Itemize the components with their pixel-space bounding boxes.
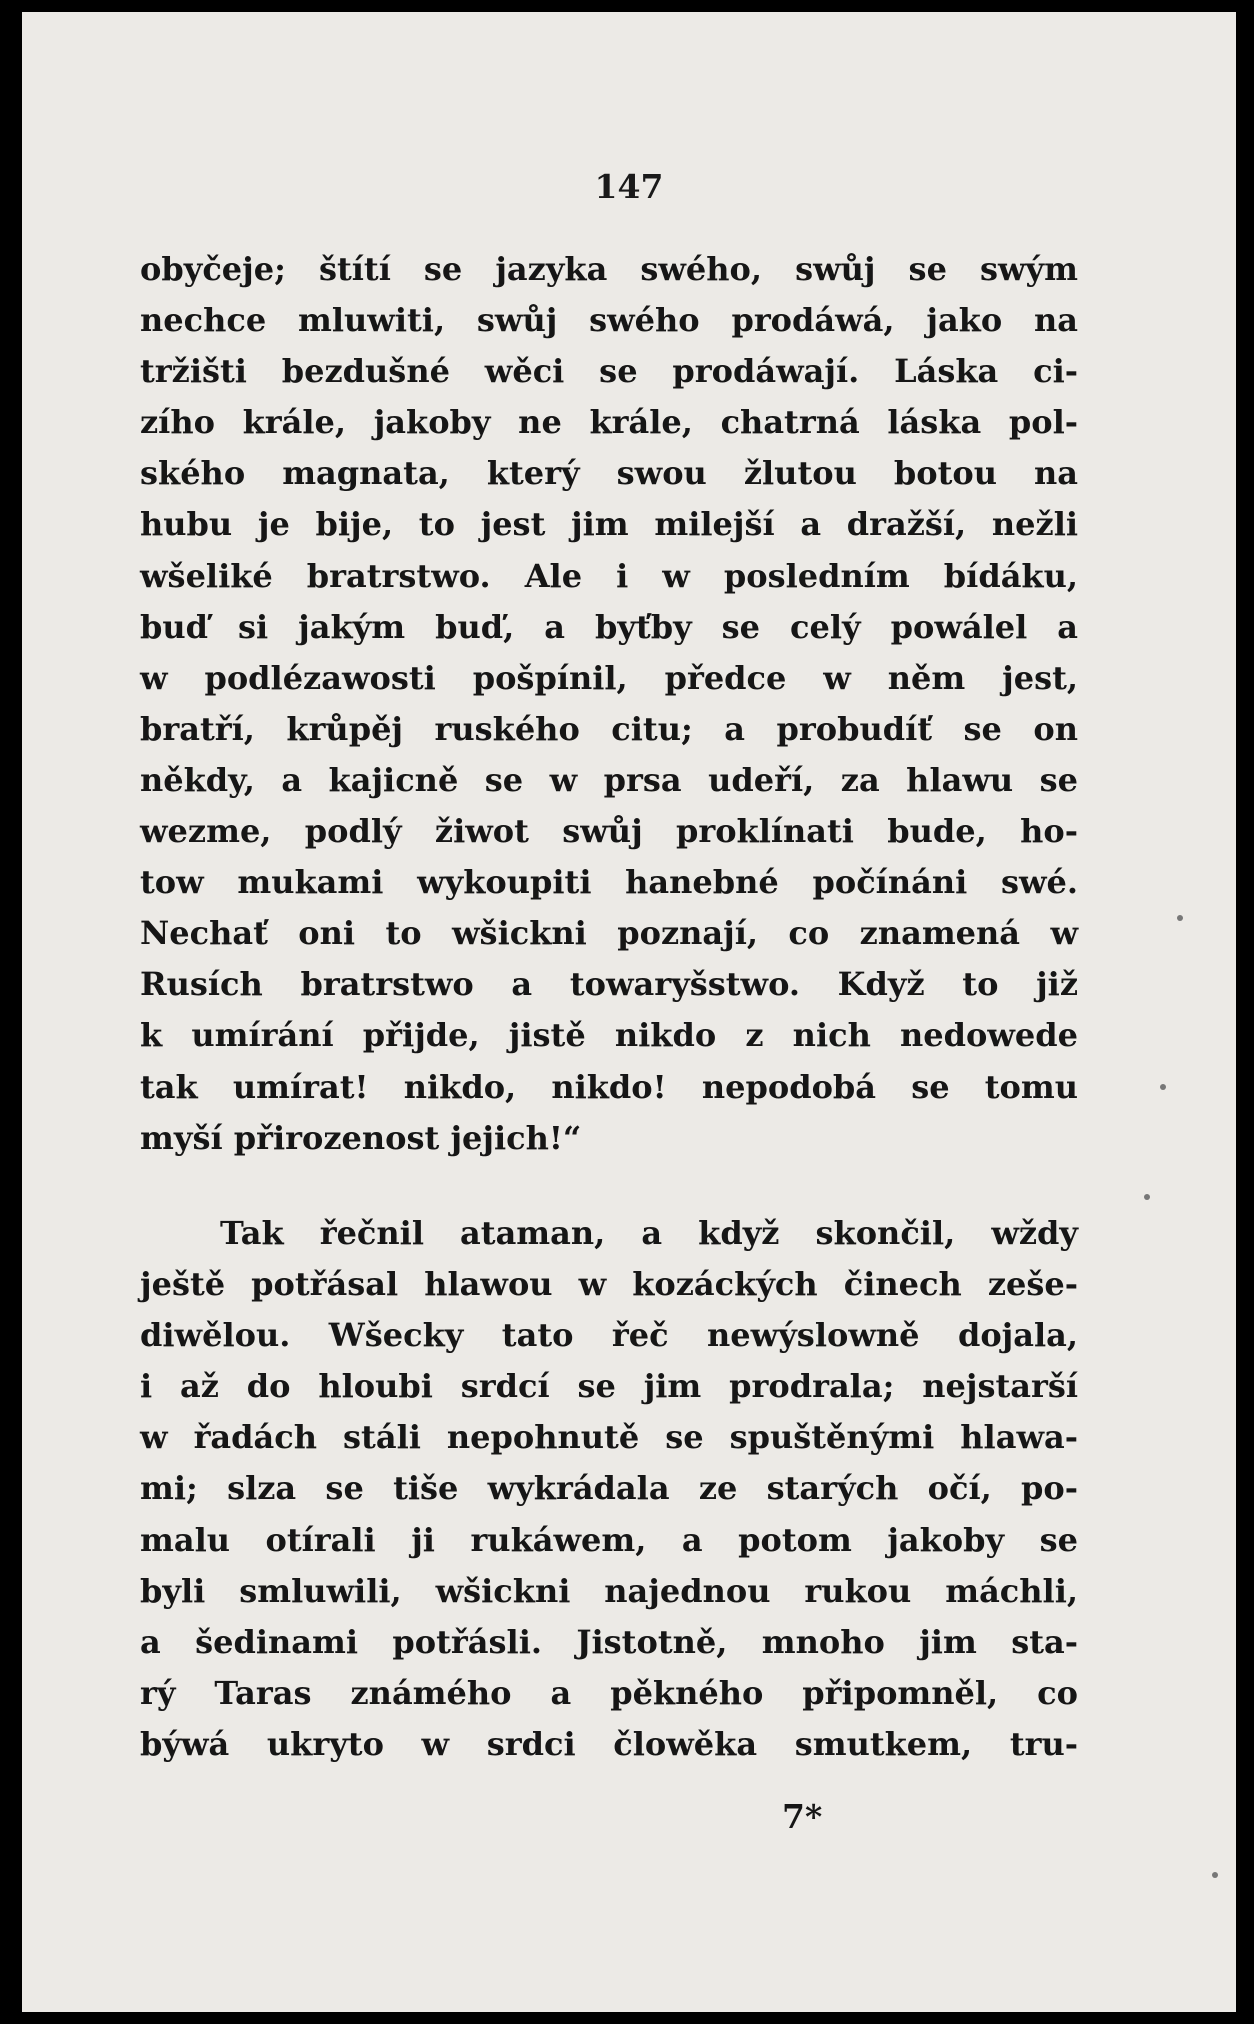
text-line: tak umírat! nikdo, nikdo! nepodobá se tomu <box>140 1067 1078 1106</box>
text-line: tow mukami wykoupiti hanebné počínáni swé. <box>140 863 1078 902</box>
signature-mark: 7* <box>782 1797 823 1836</box>
text-line: někdy, a kajicně se w prsa udeří, za hlawu se <box>140 760 1078 799</box>
text-line: w podlézawosti pošpínil, předce w něm jest, <box>140 658 1078 697</box>
text-line: zího krále, jakoby ne krále, chatrná láska pol- <box>140 403 1078 442</box>
text-line: buď si jakým buď, a byťby se celý powálel a <box>140 607 1078 646</box>
text-line: Nechať oni to wšickni poznají, co znamená w <box>140 914 1078 953</box>
paragraph-1 <box>140 244 1078 1164</box>
text-line: k umírání přijde, jistě nikdo z nich nedowede <box>140 1016 1078 1055</box>
paper-speck <box>1177 915 1183 921</box>
text-line: rý Taras známého a pěkného připomněl, co <box>140 1673 1078 1712</box>
text-line: i až do hloubi srdcí se jim prodrala; nejstarší <box>140 1367 1078 1406</box>
text-line: malu otírali ji rukáwem, a potom jakoby se <box>140 1520 1078 1559</box>
text-line: Tak řečnil ataman, a když skončil, wždy <box>220 1214 1078 1252</box>
paper-speck <box>1160 1084 1166 1090</box>
text-line: byli smluwili, wšickni najednou rukou máchli, <box>140 1571 1078 1610</box>
text-line: wšeliké bratrstwo. Ale i w posledním bídáku, <box>140 556 1078 595</box>
text-line: wezme, podlý žiwot swůj proklínati bude, ho- <box>140 812 1078 851</box>
text-line: w řadách stáli nepohnutě se spuštěnými hlawa- <box>140 1418 1078 1457</box>
paragraph-2 <box>140 1208 1078 1770</box>
text-line: a šedinami potřásli. Jistotně, mnoho jim sta- <box>140 1622 1078 1661</box>
text-line: mi; slza se tiše wykrádala ze starých očí, po- <box>140 1469 1078 1508</box>
text-line: ještě potřásal hlawou w kozáckých činech zeše- <box>140 1265 1078 1304</box>
text-line: hubu je bije, to jest jim milejší a dražší, nežli <box>140 505 1078 544</box>
book-page <box>22 12 1236 2012</box>
text-line: býwá ukryto w srdci člowěka smutkem, tru- <box>140 1724 1078 1763</box>
text-line: ského magnata, který swou žlutou botou na <box>140 454 1078 493</box>
paper-speck <box>1212 1872 1218 1878</box>
page-number: 147 <box>594 167 664 206</box>
text-line: Rusích bratrstwo a towaryšstwo. Když to již <box>140 965 1078 1004</box>
text-line: nechce mluwiti, swůj swého prodáwá, jako na <box>140 301 1078 340</box>
text-line: obyčeje; štítí se jazyka swého, swůj se swým <box>140 250 1078 288</box>
paper-speck <box>1144 1194 1150 1200</box>
text-line: tržišti bezdušné wěci se prodáwají. Láska ci- <box>140 352 1078 391</box>
text-line: myší přirozenost jejich!“ <box>140 1118 582 1157</box>
text-line: diwělou. Wšecky tato řeč newýslowně dojala, <box>140 1316 1078 1355</box>
text-line: bratří, krůpěj ruského citu; a probudíť se on <box>140 709 1078 748</box>
